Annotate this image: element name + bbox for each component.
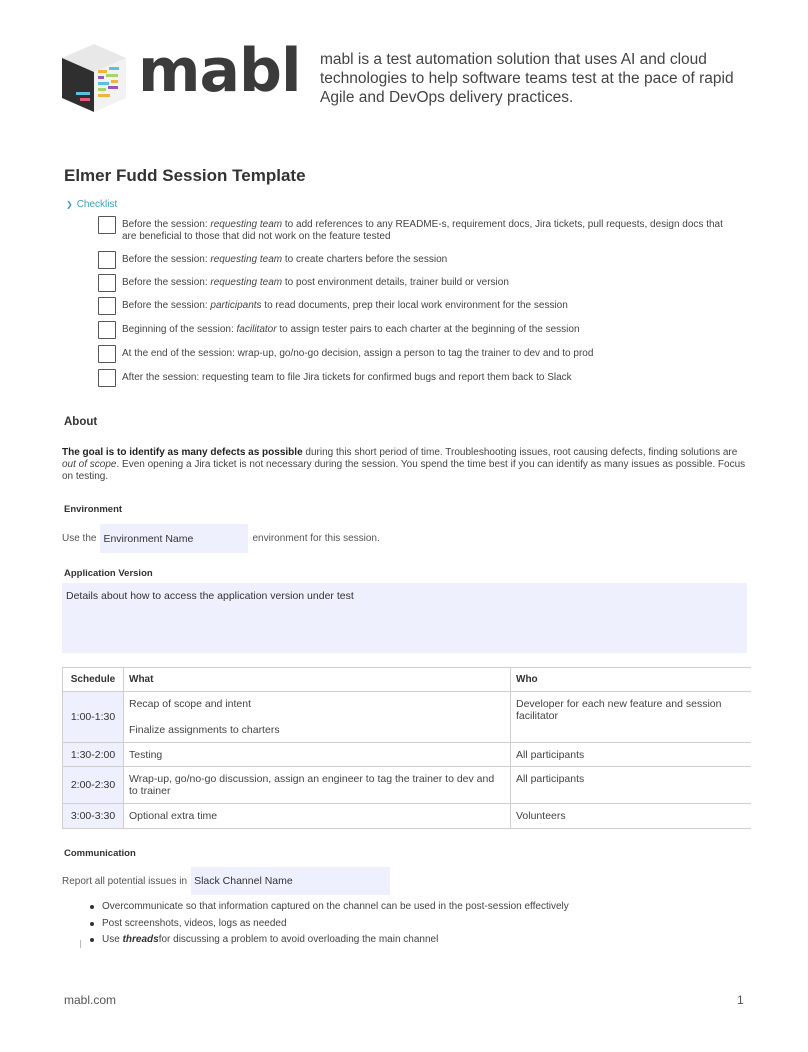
table-row — [63, 692, 752, 743]
schedule-what: Testing — [124, 743, 511, 767]
about-heading: About — [64, 416, 98, 428]
checklist-item — [98, 369, 738, 393]
footer-site: mabl.com — [64, 993, 117, 1007]
checkbox[interactable] — [98, 251, 116, 269]
checklist-item-text: At the end of the session: wrap-up, go/no-go decision, assign a person to tag the trainer to dev and to prod — [122, 348, 594, 359]
column-header-what: What — [124, 668, 511, 692]
schedule-what: Recap of scope and intent Finalize assignments to charters — [124, 692, 511, 743]
table-row — [63, 767, 752, 804]
schedule-time: 1:30-2:00 — [63, 743, 124, 767]
communication-heading: Communication — [64, 848, 136, 859]
checklist-item-text: Before the session: requesting team to add references to any README-s, requirement docs, Jira tickets, pull requests, design docs that are beneficial to those that did not work on the feature tested — [122, 219, 723, 242]
table-row — [63, 743, 752, 767]
schedule-what: Wrap-up, go/no-go discussion, assign an engineer to tag the trainer to dev and to trainer — [124, 767, 511, 804]
environment-suffix: environment for this session. — [252, 533, 380, 544]
checkbox[interactable] — [98, 369, 116, 387]
schedule-table — [62, 667, 751, 829]
checklist-item-text: Beginning of the session: facilitator to assign tester pairs to each charter at the beginning of the session — [122, 324, 580, 335]
list-item: Use threads for discussing a problem to avoid overloading the main channel — [90, 932, 569, 949]
checkbox[interactable] — [98, 345, 116, 363]
checklist-item-text: Before the session: requesting team to post environment details, trainer build or version — [122, 277, 509, 288]
checkbox[interactable] — [98, 216, 116, 234]
list-item: Overcommunicate so that information captured on the channel can be used in the post-session effectively — [90, 899, 569, 916]
schedule-time: 2:00-2:30 — [63, 767, 124, 804]
checkbox[interactable] — [98, 321, 116, 339]
table-header-row — [63, 668, 752, 692]
column-header-who: Who — [511, 668, 752, 692]
checkbox[interactable] — [98, 274, 116, 292]
schedule-time: 3:00-3:30 — [63, 804, 124, 829]
checklist-item — [98, 345, 738, 369]
checklist-toggle-label: Checklist — [76, 199, 118, 210]
checklist-item — [98, 297, 738, 321]
checklist-toggle[interactable] — [66, 199, 117, 210]
column-header-schedule: Schedule — [63, 668, 124, 692]
checklist-item-text: Before the session: participants to read documents, prep their local work environment for the session — [122, 300, 568, 311]
schedule-what: Optional extra time — [124, 804, 511, 829]
checklist-item-text: Before the session: requesting team to create charters before the session — [122, 254, 448, 265]
environment-heading: Environment — [64, 504, 123, 515]
checklist — [98, 216, 738, 393]
schedule-who: All participants — [511, 767, 752, 804]
schedule-who: Volunteers — [511, 804, 752, 829]
app-version-field[interactable]: Details about how to access the application version under test — [62, 583, 747, 653]
communication-bullets — [90, 899, 569, 949]
bullet-icon — [90, 922, 94, 926]
table-row — [63, 804, 752, 829]
environment-prefix: Use the — [62, 533, 97, 544]
checklist-item — [98, 274, 738, 297]
bullet-icon — [90, 938, 94, 942]
environment-row — [62, 524, 380, 553]
text-cursor — [80, 940, 81, 948]
environment-name-field[interactable]: Environment Name — [100, 524, 248, 553]
checklist-item-text: After the session: requesting team to file Jira tickets for confirmed bugs and report them back to Slack — [122, 372, 572, 383]
bullet-icon — [90, 905, 94, 909]
list-item: Post screenshots, videos, logs as needed — [90, 916, 569, 933]
about-paragraph: The goal is to identify as many defects as possible during this short period of time. Troubleshooting issues, root causing defects, finding solutions are out of scope. Even opening a Jira ticket is not necessary during the session. You spend the time best if you can identify as many issues as possible. Focus on testing. — [62, 447, 746, 482]
tagline: mabl is a test automation solution that uses AI and cloud technologies to help software teams test at the pace of rapid Agile and DevOps delivery practices. — [320, 51, 734, 106]
page-header — [58, 36, 758, 120]
mabl-wordmark: mabl — [138, 36, 301, 106]
communication-row — [62, 867, 390, 895]
checklist-item — [98, 321, 738, 345]
schedule-who: Developer for each new feature and session facilitator — [511, 692, 752, 743]
slack-channel-field[interactable]: Slack Channel Name — [191, 867, 390, 895]
checkbox[interactable] — [98, 297, 116, 315]
checklist-item — [98, 251, 738, 274]
schedule-time: 1:00-1:30 — [63, 692, 124, 743]
schedule-who: All participants — [511, 743, 752, 767]
chevron-down-icon: ❯ — [66, 200, 73, 209]
app-version-heading: Application Version — [64, 568, 153, 579]
page-title: Elmer Fudd Session Template — [64, 166, 306, 185]
page-number: 1 — [737, 993, 744, 1007]
communication-prefix: Report all potential issues in — [62, 875, 188, 887]
checklist-item — [98, 216, 738, 251]
mabl-cube-logo-icon — [58, 40, 130, 116]
